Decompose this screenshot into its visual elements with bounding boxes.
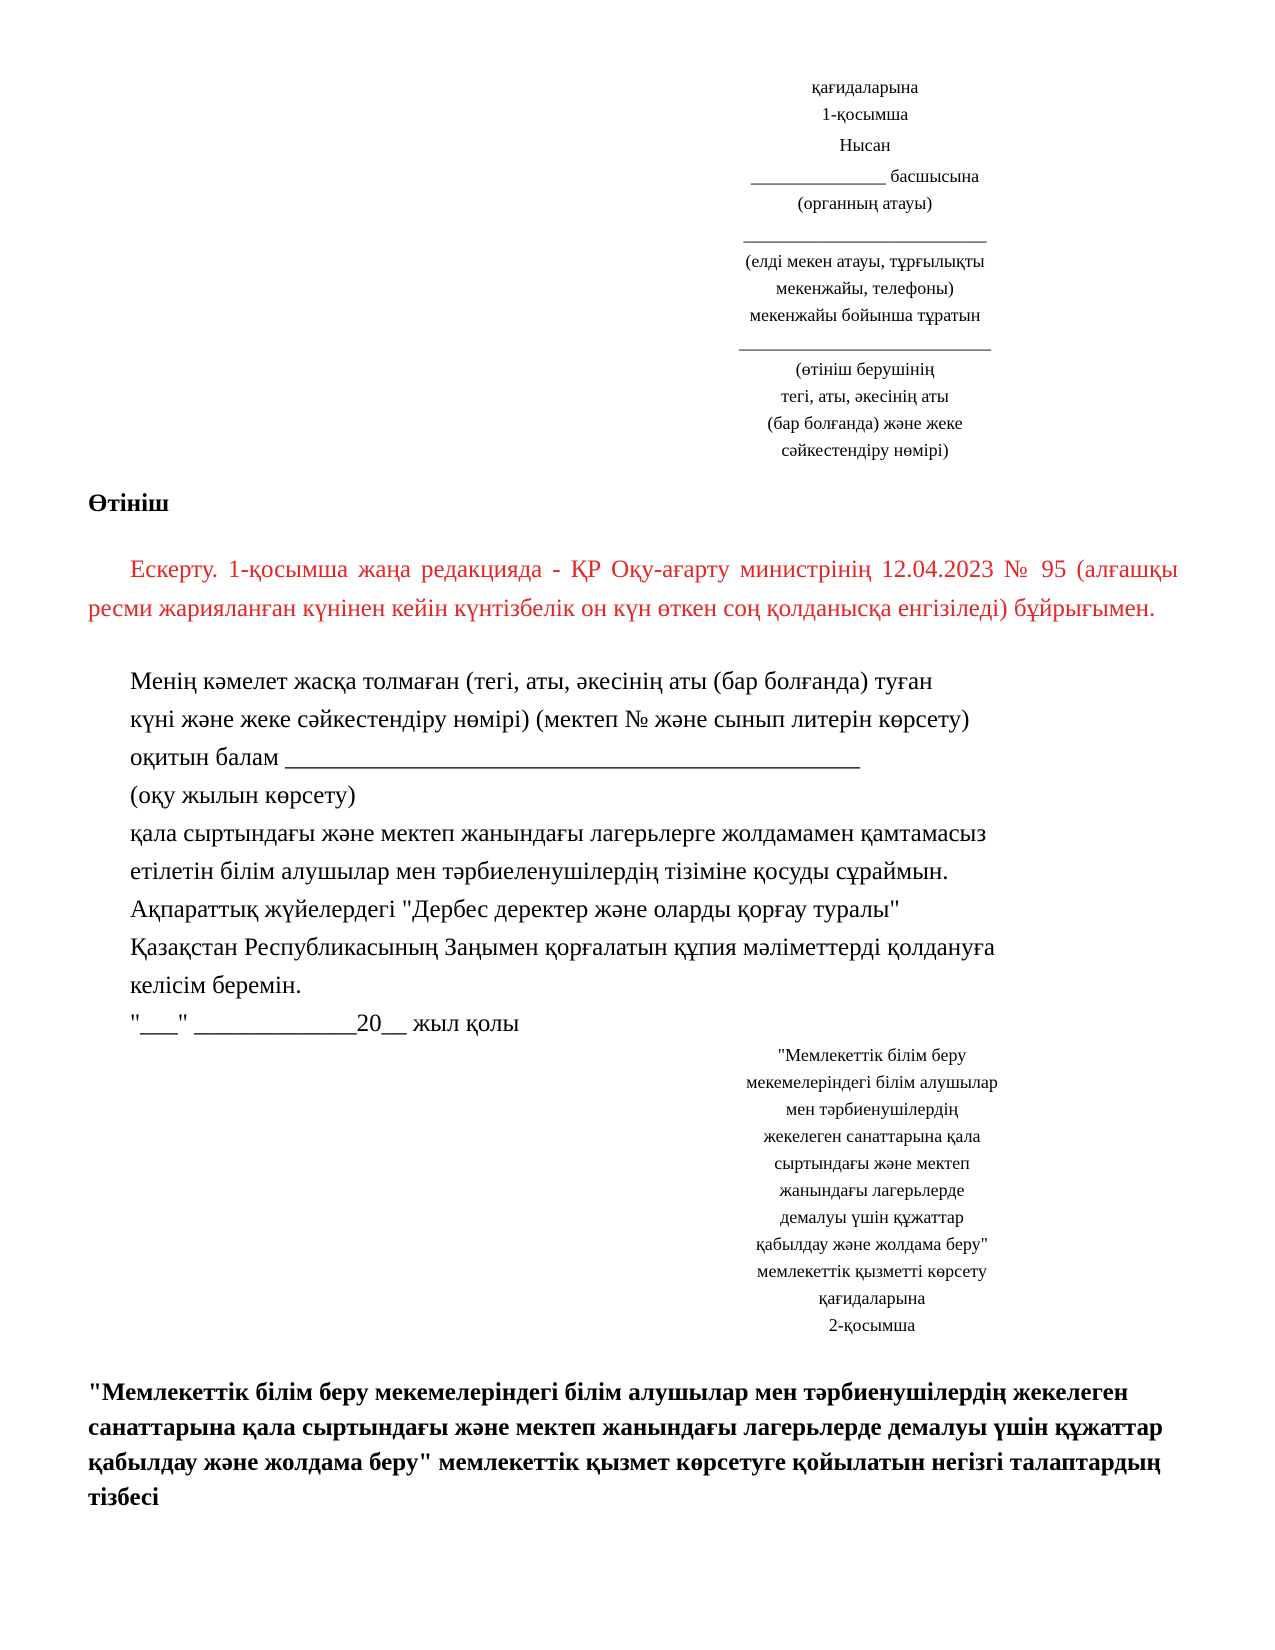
appendix-line: 2-қосымша — [828, 1315, 916, 1335]
header-line: 1-қосымша — [821, 104, 909, 124]
amendment-note: Ескерту. 1-қосымша жаңа редакцияда - ҚР Оқу-ағарту министрінің 12.04.2023 № 95 (алғашқы ресми жарияланған күнінен кейін күнтізбелік он күн өткен соң қолданысқа енгізіледі) бұйрығымен. — [88, 556, 1178, 622]
appendix-reference-block — [707, 1042, 1037, 1339]
header-line: _______________ басшысына — [750, 166, 980, 186]
appendix-line: "Мемлекеттік білім беру — [777, 1045, 967, 1065]
header-address-block — [700, 74, 1030, 464]
header-line: (өтініш берушінің — [795, 359, 935, 379]
header-line: сәйкестендіру нөмірі) — [781, 440, 949, 460]
header-line: (елді мекен атауы, тұрғылықты — [745, 251, 985, 271]
body-line: етілетін білім алушылар мен тәрбиеленушілердің тізіміне қосуды сұраймын. — [130, 858, 949, 885]
body-line: күні және жеке сәйкестендіру нөмірі) (мектеп № және сынып литерін көрсету) — [130, 706, 970, 733]
appendix-line: демалуы үшін құжаттар — [780, 1207, 964, 1227]
appendix-line: мен тәрбиенушілердің — [785, 1099, 959, 1119]
header-line: қағидаларына — [811, 77, 919, 97]
body-line: оқитын балам ______________________________________________ — [130, 744, 861, 771]
application-body — [130, 663, 1180, 1043]
signature-line: "___" _____________20__ жыл қолы — [130, 1010, 520, 1037]
header-line: (органның атауы) — [797, 193, 933, 213]
page-title: Өтініш — [88, 490, 170, 517]
header-line: ___________________________ — [743, 224, 987, 244]
body-line: Ақпараттық жүйелердегі "Дербес деректер және оларды қорғау туралы" — [130, 896, 900, 923]
appendix-line: мекемелеріндегі білім алушылар — [746, 1072, 998, 1092]
appendix-line: қағидаларына — [818, 1288, 926, 1308]
header-line: тегі, аты, әкесінің аты — [781, 386, 949, 406]
body-line: Қазақстан Республикасының Заңымен қорғалатын құпия мәліметтерді қолдануға — [130, 934, 996, 961]
appendix-line: жекелеген санаттарына қала — [763, 1126, 981, 1146]
header-line: Нысан — [839, 135, 891, 155]
appendix-line: сыртындағы және мектеп — [774, 1153, 970, 1173]
body-line: (оқу жылын көрсету) — [130, 782, 356, 809]
body-line: қала сыртындағы және мектеп жанындағы лагерьлерге жолдамамен қамтамасыз — [130, 820, 987, 847]
body-line: Менің кәмелет жасқа толмаған (тегі, аты, әкесінің аты (бар болғанда) туған — [130, 668, 933, 695]
header-line: мекенжайы, телефоны) — [776, 278, 954, 298]
header-line: ____________________________ — [739, 332, 991, 352]
body-line: келісім беремін. — [130, 972, 302, 999]
appendix-line: қабылдау және жолдама беру" — [756, 1234, 988, 1254]
header-line: мекенжайы бойынша тұратын — [749, 305, 981, 325]
requirements-title: "Мемлекеттік білім беру мекемелеріндегі білім алушылар мен тәрбиенушілердің жекелеген санаттарына қала сыртындағы және мектеп жанындағы лагерьлерде демалуы үшін құжаттар қабылдау және жолдама беру" мемлекеттік қызмет көрсетуге қойылатын негізгі талаптардың тізбесі — [88, 1379, 1163, 1511]
appendix-line: жанындағы лагерьлерде — [779, 1180, 965, 1200]
header-line: (бар болғанда) және жеке — [767, 413, 963, 433]
appendix-line: мемлекеттік қызметті көрсету — [757, 1261, 987, 1281]
